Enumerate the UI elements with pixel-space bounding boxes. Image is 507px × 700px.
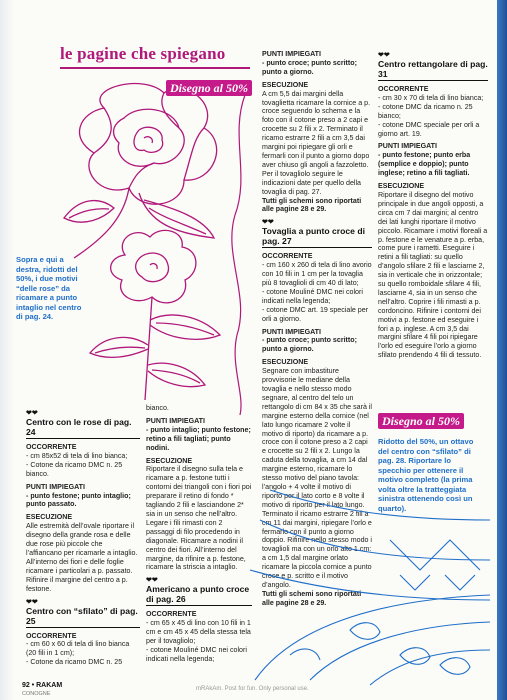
list-item: - cm 65 x 45 di lino con 10 fili in 1 cm e cm 45 x 45 della stessa tela per il tovagliolo;	[146, 619, 251, 646]
stitches-text: - punto croce; punto scritto; punto a giorno.	[262, 58, 357, 76]
column-d	[378, 52, 488, 360]
label-punti: PUNTI IMPIEGATI	[26, 482, 85, 491]
page-subtitle: CONOGNE	[22, 691, 51, 697]
hearts-icon: ❤❤	[146, 577, 158, 585]
section-title: Centro con le rose di pag. 24	[26, 417, 132, 437]
list-item: - Cotone da ricamo DMC n. 25	[26, 658, 123, 667]
label-occorrente: OCCORRENTE	[26, 443, 77, 451]
list-item: - cotone DMC speciale per orli a giorno art. 19.	[378, 120, 480, 138]
section-title: Americano a punto croce di pag. 26	[146, 584, 250, 605]
scale-badge-bottom: Disegno al 50%	[378, 413, 464, 429]
execution-text: Segnare con imbastiture provvisorie le mediane della tovaglia e nello stesso modo segnare, al centro del telo un rettangolo di cm 84 x 35 che sarà il margine esterno della cornice (nel lato lungo ricamare 2 volte il motivo di riporto) da ricamare a p. croce con il cotone preso a 2 capi e crocette su 2 fili x 2. Lungo la caduta della tovaglia, a cm 14 dal margine esterno, ricamare lo stesso motivo del piano tavola: l’angolo + 4 volte il motivo di riporto per il lato corto e 8 volte il motivo di riporto per il lato lungo. Terminato il ricamo estrarre 2 fili a cm 11 dai margini, ripiegare l’orlo e fermarlo con il punto a giorno doppio. Rifinire nello stesso modo i tovaglioli ma con un orlo alto 1 cm: a cm 1,5 dal margine orlato ricamare la piccola cornice a punto croce e p. scritto e il motivo d’angolo.	[262, 367, 373, 589]
materials-list	[26, 452, 140, 479]
column-b	[146, 404, 252, 664]
list-item: - cm 85x52 di tela di lino bianca;	[26, 451, 128, 460]
label-esecuzione: ESECUZIONE	[262, 80, 309, 89]
label-esecuzione: ESECUZIONE	[262, 358, 309, 367]
label-occorrente: OCCORRENTE	[26, 631, 77, 640]
schemes-note: Tutti gli schemi sono riportati alle pagine 28 e 29.	[262, 589, 362, 607]
label-esecuzione: ESECUZIONE	[146, 456, 193, 465]
execution-text: Riportare il disegno sulla tela e ricamare a p. festone tutti i contorni dei triangoli con i fiori poi preparare il retino di fondo * tagliando 2 fili e lasciandone 2* sia in un senso che nell’altro. Legare i fili rimasti con 2 passaggi di filo procedendo in diagonale. Ricamare a nodini il centro dei fiori. All’interno del margine, da rifinire a p. festone, ricamare la striscia a intaglio.	[146, 465, 252, 572]
label-punti: PUNTI IMPIEGATI	[378, 142, 437, 151]
column-a	[26, 405, 140, 667]
caption-sfilato: Ridotto del 50%, un ottavo del centro con “sfilato” di pag. 28. Riportare lo specchio per ottenere il motivo completo (la prima volta oltre la tratteggiata sinistra ottenendo così un quarto).	[378, 437, 474, 513]
section-title: Centro rettangolare di pag. 31	[378, 59, 488, 79]
watermark-text: mRAkAm. Post for fun. Only personal use.	[196, 686, 309, 692]
section-centro-sfilato	[26, 599, 140, 628]
page-gutter	[0, 0, 14, 700]
lace-centre-drawing-icon	[250, 480, 500, 690]
list-item: - cm 160 x 260 di tela di lino avorio con 10 fili in 1 cm per la tovaglia più 8 tovaglioli di cm 40 di lato;	[262, 261, 372, 288]
label-esecuzione: ESECUZIONE	[378, 182, 425, 191]
label-punti: PUNTI IMPIEGATI	[262, 50, 321, 58]
schemes-note: Tutti gli schemi sono riportati alle pagine 28 e 29.	[262, 196, 362, 214]
scale-badge-top: Disegno al 50%	[166, 80, 252, 96]
list-item: - cm 30 x 70 di tela di lino bianca;	[378, 93, 484, 102]
materials-list	[378, 94, 488, 139]
stitches-text: - punto festone; punto intaglio; punto passato.	[26, 491, 131, 509]
list-item: - cotone DMC da ricamo n. 25 bianco;	[378, 102, 473, 120]
list-item: - Cotone da ricamo DMC n. 25 bianco.	[26, 460, 123, 478]
flower-drawing-icon	[90, 225, 240, 405]
list-item: - cotone DMC art. 19 speciale per orli a giorno.	[262, 305, 369, 323]
section-tovaglia	[262, 219, 372, 248]
label-occorrente: OCCORRENTE	[378, 85, 429, 93]
hearts-icon: ❤❤	[26, 410, 38, 417]
stitches-text: - punto festone; punto erba (semplice e doppio); punto inglese; retino a fili tagliati.	[378, 151, 471, 178]
caption-roses: Sopra e qui a destra, ridotti del 50%, i due motivi “delle rose” da ricamare a punto intaglio nel centro di pag. 24.	[16, 255, 82, 321]
section-centro-rettangolare	[378, 52, 488, 81]
label-esecuzione: ESECUZIONE	[26, 513, 73, 522]
label-occorrente: OCCORRENTE	[262, 252, 313, 261]
materials-list	[262, 261, 372, 323]
stitches-text: - punto intaglio; punto festone; retino a fili tagliati; punto nodini.	[146, 425, 251, 452]
execution-text: Alle estremità dell’ovale riportare il disegno della grande rosa e delle due rose più piccole che l’affiancano per ricamarle a intaglio. All’interno dei fiori e delle foglie ricamare i particolari a p. passato. Rifinire il margine del centro a p. festone.	[26, 522, 138, 593]
hearts-icon: ❤❤	[262, 219, 274, 227]
execution-text: A cm 5,5 dai margini della tovaglietta ricamare la cornice a p. croce seguendo lo schema e la foto con il cotone preso a 2 capi e crocette su 2 fili x 2. Terminato il ricamo estrarre 2 fili a cm 3,5 dai margini poi ripiegare gli orli e fermarli con il punto a giorno dopo aver chiuso gli angoli a fazzoletto. Per il tovagliolo seguire le indicazioni date per quello della tovaglia di pag. 27.	[262, 89, 371, 196]
page-number: 92 • RAKAM	[22, 682, 63, 689]
stitches-text: - punto croce; punto scritto; punto a giorno.	[262, 336, 357, 354]
materials-list	[146, 619, 252, 664]
materials-list	[26, 640, 140, 667]
page-title: le pagine che spiegano	[60, 44, 226, 63]
list-item: - cotone Mouliné DMC nei colori indicati nella legenda;	[262, 287, 363, 305]
hearts-icon: ❤❤	[378, 52, 390, 59]
list-item: - cm 60 x 60 di tela di lino bianca (20 fili in 1 cm);	[26, 640, 130, 658]
label-punti: PUNTI IMPIEGATI	[262, 327, 321, 336]
section-centro-rose	[26, 410, 140, 439]
section-americano	[146, 577, 252, 606]
list-item: - cotone Mouliné DMC nei colori indicati nella legenda;	[146, 645, 247, 663]
label-punti: PUNTI IMPIEGATI	[146, 416, 205, 425]
section-title: Centro con “sfilato” di pag. 25	[26, 605, 138, 626]
section-title: Tovaglia a punto croce di pag. 27	[262, 226, 365, 247]
execution-text: Riportare il disegno del motivo principale in due angoli opposti, a circa cm 7 dai margini; al centro dei lati lunghi riportare il motivo piccolo. Ricamare i motivi floreali a p. festone e le venature a p. erba, come pure i rametti. Eseguire i retini a fili tagliati: su quello d’angolo sfilare 2 fili e lasciarne 2, sia in verticale che in orizzontale; su quello romboidale sfilare 4 fili, lasciarne 4, sia in un senso che nell’altro. Coprire i fili rimasti a p. cordoncino. Rifinire i contorni dei motivi a p. festone ed eseguire i fori a p. inglese. A cm 3,5 dai margini sfilare 4 fili poi ripiegare l’orlo ed eseguire l’orlo a giorno sfilato prendendo 4 fili di tessuto.	[378, 190, 488, 360]
label-occorrente: OCCORRENTE	[146, 610, 197, 619]
continued-text: bianco.	[146, 404, 169, 412]
hearts-icon: ❤❤	[26, 598, 38, 606]
